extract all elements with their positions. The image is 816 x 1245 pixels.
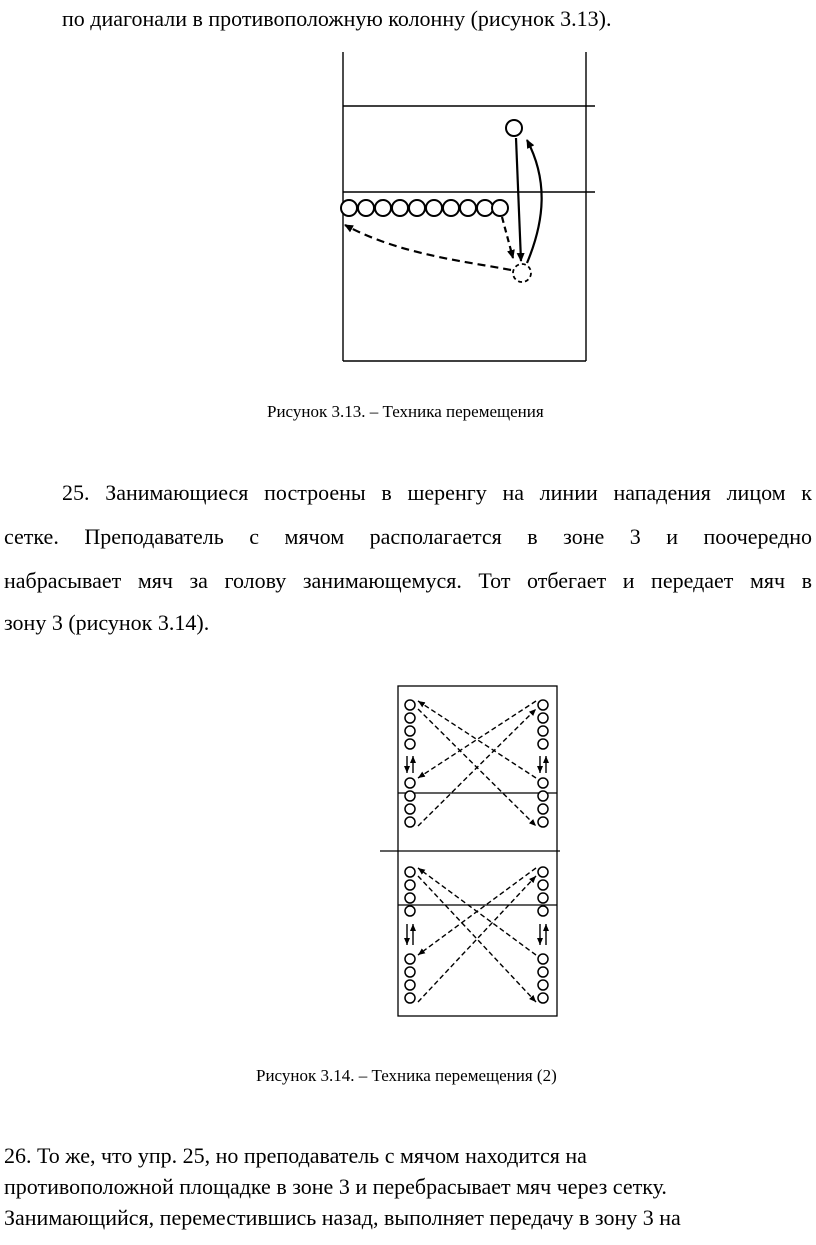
- paragraph-25-line-3: набрасывает мяч за голову занимающемуся. Тот отбегает и передает мяч в: [4, 568, 812, 593]
- player-circle: [341, 200, 357, 216]
- teacher-circle: [506, 120, 522, 136]
- paragraph-26-line-3: Занимающийся, переместившись назад, выполняет передачу в зону 3 на: [4, 1205, 681, 1230]
- figure-3-13-diagram: [0, 0, 816, 380]
- player-circle: [426, 200, 442, 216]
- player-circle: [460, 200, 476, 216]
- paragraph-25-line-4: зону 3 (рисунок 3.14).: [4, 610, 210, 635]
- return-to-column-arrow: [345, 225, 511, 270]
- ball-throw-arrow: [516, 138, 521, 261]
- player-circle: [375, 200, 391, 216]
- player-circle: [477, 200, 493, 216]
- player-end-position: [513, 264, 531, 282]
- player-column: [341, 120, 522, 216]
- player-circle: [358, 200, 374, 216]
- player-circle: [492, 200, 508, 216]
- top-text-line: по диагонали в противоположную колонну (рисунок 3.13).: [62, 6, 612, 31]
- figure-3-13-caption: Рисунок 3.13. – Техника перемещения: [267, 402, 544, 421]
- player-circle: [443, 200, 459, 216]
- figure-3-14-caption: Рисунок 3.14. – Техника перемещения (2): [256, 1066, 557, 1085]
- pass-back-arrow: [527, 140, 542, 263]
- run-back-arrow: [502, 217, 513, 258]
- player-circle: [409, 200, 425, 216]
- paragraph-25-line-2: сетке. Преподаватель с мячом располагается в зоне 3 и поочередно: [4, 524, 812, 549]
- player-circle: [392, 200, 408, 216]
- paragraph-26-line-2: противоположной площадке в зоне 3 и перебрасывает мяч через сетку.: [4, 1174, 667, 1199]
- paragraph-26-line-1: 26. То же, что упр. 25, но преподаватель с мячом находится на: [4, 1143, 587, 1168]
- court-outline: [398, 686, 557, 1016]
- paragraph-25-line-1: 25. Занимающиеся построены в шеренгу на линии нападения лицом к: [62, 480, 812, 505]
